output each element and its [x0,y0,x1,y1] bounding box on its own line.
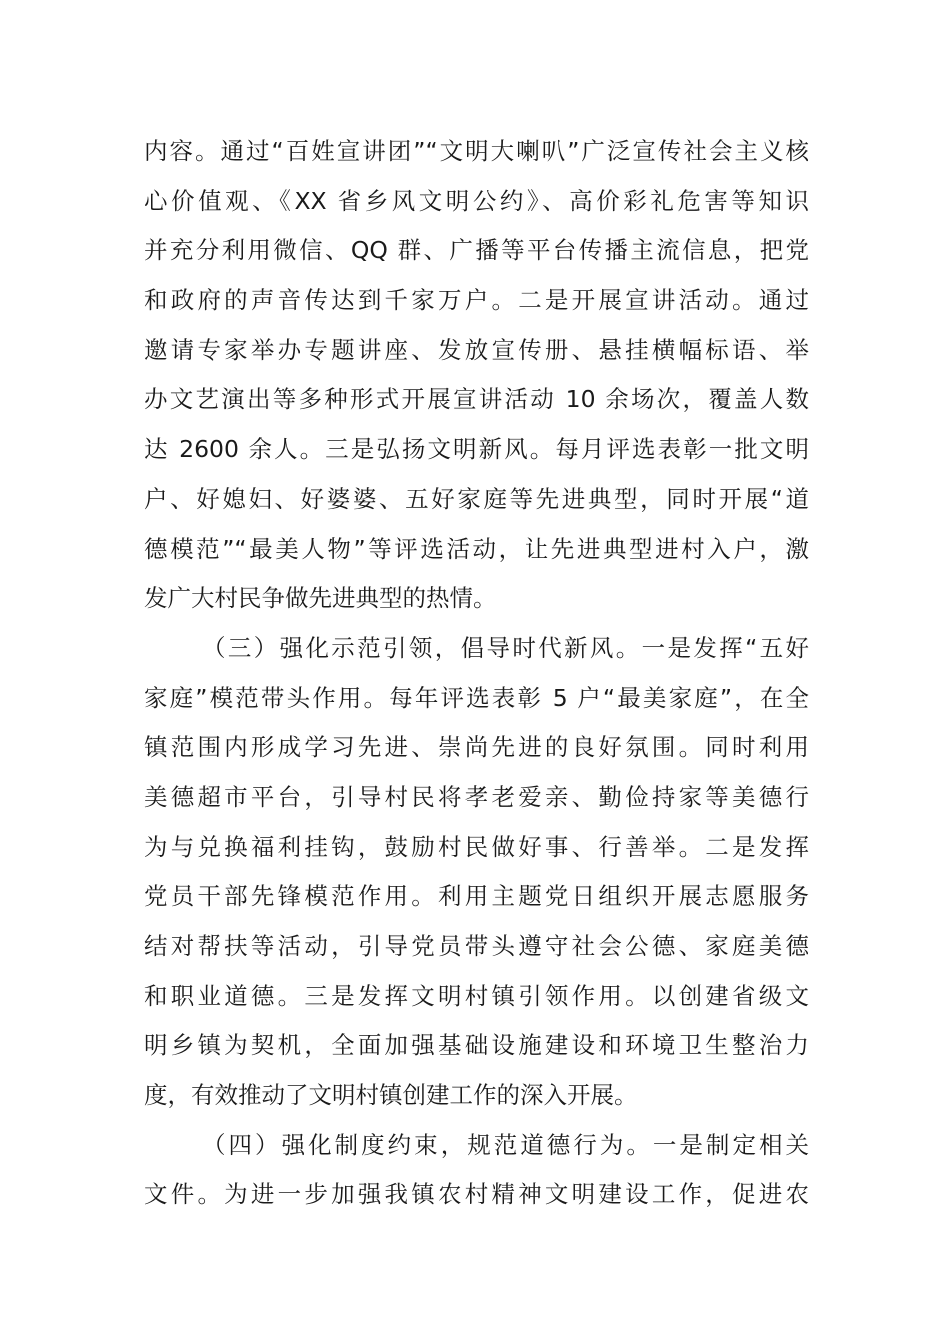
paragraph-section-4 [144,1121,809,1220]
text-line: 和政府的声音传达到千家万户。二是开展宣讲活动。通过 [144,286,809,315]
text-line: 文件。为进一步加强我镇农村精神文明建设工作，促进农 [144,1180,809,1209]
text-line: 办文艺演出等多种形式开展宣讲活动 10 余场次，覆盖人数 [144,385,809,414]
text-line: 心价值观、《XX 省乡风文明公约》、高价彩礼危害等知识 [144,186,809,215]
text-line: 明乡镇为契机，全面加强基础设施建设和环境卫生整治力 [144,1031,809,1060]
text-line: 邀请专家举办专题讲座、发放宣传册、悬挂横幅标语、举 [144,335,809,364]
text-line: 德模范”“最美人物”等评选活动，让先进典型进村入户，激 [144,534,809,563]
text-line: 和职业道德。三是发挥文明村镇引领作用。以创建省级文 [144,981,809,1010]
text-line: 为与兑换福利挂钩，鼓励村民做好事、行善举。二是发挥 [144,832,809,861]
text-line: 党员干部先锋模范作用。利用主题党日组织开展志愿服务 [144,882,809,911]
text-line: 美德超市平台，引导村民将孝老爱亲、勤俭持家等美德行 [144,782,809,811]
text-line: 内容。通过“百姓宣讲团”“文明大喇叭”广泛宣传社会主义核 [144,137,809,165]
paragraph-section-3 [144,624,809,1121]
text-line: 户、好媳妇、好婆婆、五好家庭等先进典型，同时开展“道 [144,484,809,513]
section-heading-line: （四）强化制度约束，规范道德行为。一是制定相关 [202,1130,809,1159]
paragraph-continuation [144,127,809,624]
text-line: 镇范围内形成学习先进、崇尚先进的良好氛围。同时利用 [144,733,809,762]
text-line: 家庭”模范带头作用。每年评选表彰 5 户“最美家庭”，在全 [144,683,809,712]
text-line: 结对帮扶等活动，引导党员带头遵守社会公德、家庭美德 [144,932,809,960]
section-heading-line: （三）强化示范引领，倡导时代新风。一是发挥“五好 [202,633,809,662]
text-line: 度，有效推动了文明村镇创建工作的深入开展。 [144,1081,638,1110]
text-line: 并充分利用微信、QQ 群、广播等平台传播主流信息，把党 [144,236,809,265]
text-line: 达 2600 余人。三是弘扬文明新风。每月评选表彰一批文明 [144,435,809,464]
body-text [144,127,809,1220]
text-line: 发广大村民争做先进典型的热情。 [144,584,497,613]
